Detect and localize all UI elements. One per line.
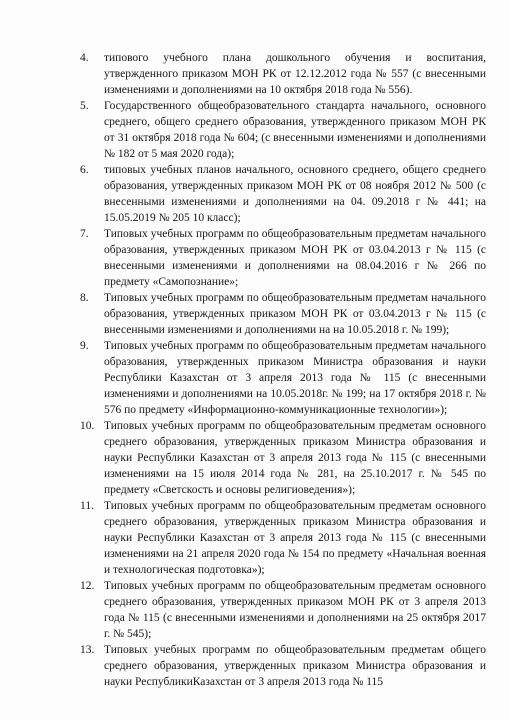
list-item bbox=[80, 338, 486, 418]
item-number: 13. bbox=[80, 644, 95, 656]
list-item bbox=[80, 642, 486, 690]
item-number: 6. bbox=[80, 164, 89, 176]
item-text: Типовых учебных программ по общеобразовательным предметам начального образования, утвержденных приказом Министра образования и науки Республики Казахстан от 3 апреля 2013 года № 115 (с внесенными изменениями и дополнениями на 10.05.2018г. № 199; на 17 октября 2018 г. № 576 по предмету «Информационно-коммуникационные технологии»); bbox=[104, 340, 486, 417]
item-text: Типовых учебных программ по общеобразовательным предметам начального образования, утвержденных приказом МОН РК от 03.04.2013 г № 115 (с внесенными изменениями и дополнениями на 08.04.2016 г № 266 по предмету «Самопознание»; bbox=[104, 228, 486, 289]
item-text: Государственного общеобразовательного стандарта начального, основного среднего, общего среднего образования, утвержденного приказом МОН РК от 31 октября 2018 года № 604; (с внесенными изменениями и дополнениями № 182 от 5 мая 2020 года); bbox=[104, 100, 486, 161]
item-number: 4. bbox=[80, 52, 89, 64]
item-text: типовых учебных планов начального, основного среднего, общего среднего образования, утвержденных приказом МОН РК от 08 ноября 2012 № 500 (с внесенными изменениями и дополнениями на 04. 09.2018 г № 441; на 15.05.2019 № 205 10 класс); bbox=[104, 164, 486, 225]
item-text: Типовых учебных программ по общеобразовательным предметам основного среднего образования, утвержденных приказом Министра образования и науки Республики Казахстан от 3 апреля 2013 года № 115 (с внесенными изменениями на 15 июля 2014 года № 281, на 25.10.2017 г. № 545 по предмету «Светскость и основы религиоведения»); bbox=[104, 420, 486, 497]
list-item bbox=[80, 98, 486, 162]
item-number: 8. bbox=[80, 292, 89, 304]
list-item bbox=[80, 290, 486, 338]
item-number: 11. bbox=[80, 500, 94, 512]
list-item bbox=[80, 162, 486, 226]
item-number: 12. bbox=[80, 580, 95, 592]
item-number: 7. bbox=[80, 228, 89, 240]
item-number: 9. bbox=[80, 340, 89, 352]
item-text: Типовых учебных программ по общеобразовательным предметам общего среднего образования, утвержденных приказом Министра образования и науки РеспубликиКазахстан от 3 апреля 2013 года № 115 bbox=[104, 644, 486, 689]
list-item bbox=[80, 578, 486, 642]
item-text: типового учебного плана дошкольного обучения и воспитания, утвержденного приказом МОН РК от 12.12.2012 года № 557 (с внесенными изменениями и дополнениями на 10 октября 2018 года № 556). bbox=[104, 52, 486, 97]
list-item bbox=[80, 50, 486, 98]
item-text: Типовых учебных программ по общеобразовательным предметам основного среднего образования, утвержденных приказом Министра образования и науки Республики Казахстан от 3 апреля 2013 года № 115 (с внесенными изменениями на 21 апреля 2020 года № 154 по предмету «Начальная военная и технологическая подготовка»); bbox=[104, 500, 486, 577]
item-number: 5. bbox=[80, 100, 89, 112]
item-number: 10. bbox=[80, 420, 95, 432]
list-item bbox=[80, 498, 486, 578]
item-text: Типовых учебных программ по общеобразовательным предметам основного среднего образования, утвержденных приказом МОН РК от 3 апреля 2013 года № 115 (с внесенными изменениями и дополнениями на 25 октября 2017 г. № 545); bbox=[104, 580, 486, 641]
item-text: Типовых учебных программ по общеобразовательным предметам начального образования, утвержденных приказом МОН РК от 03.04.2013 г № 115 (с внесенными изменениями и дополнениями на на 10.05.2018 г. № 199); bbox=[104, 292, 486, 337]
list-item bbox=[80, 418, 486, 498]
list-item bbox=[80, 226, 486, 290]
